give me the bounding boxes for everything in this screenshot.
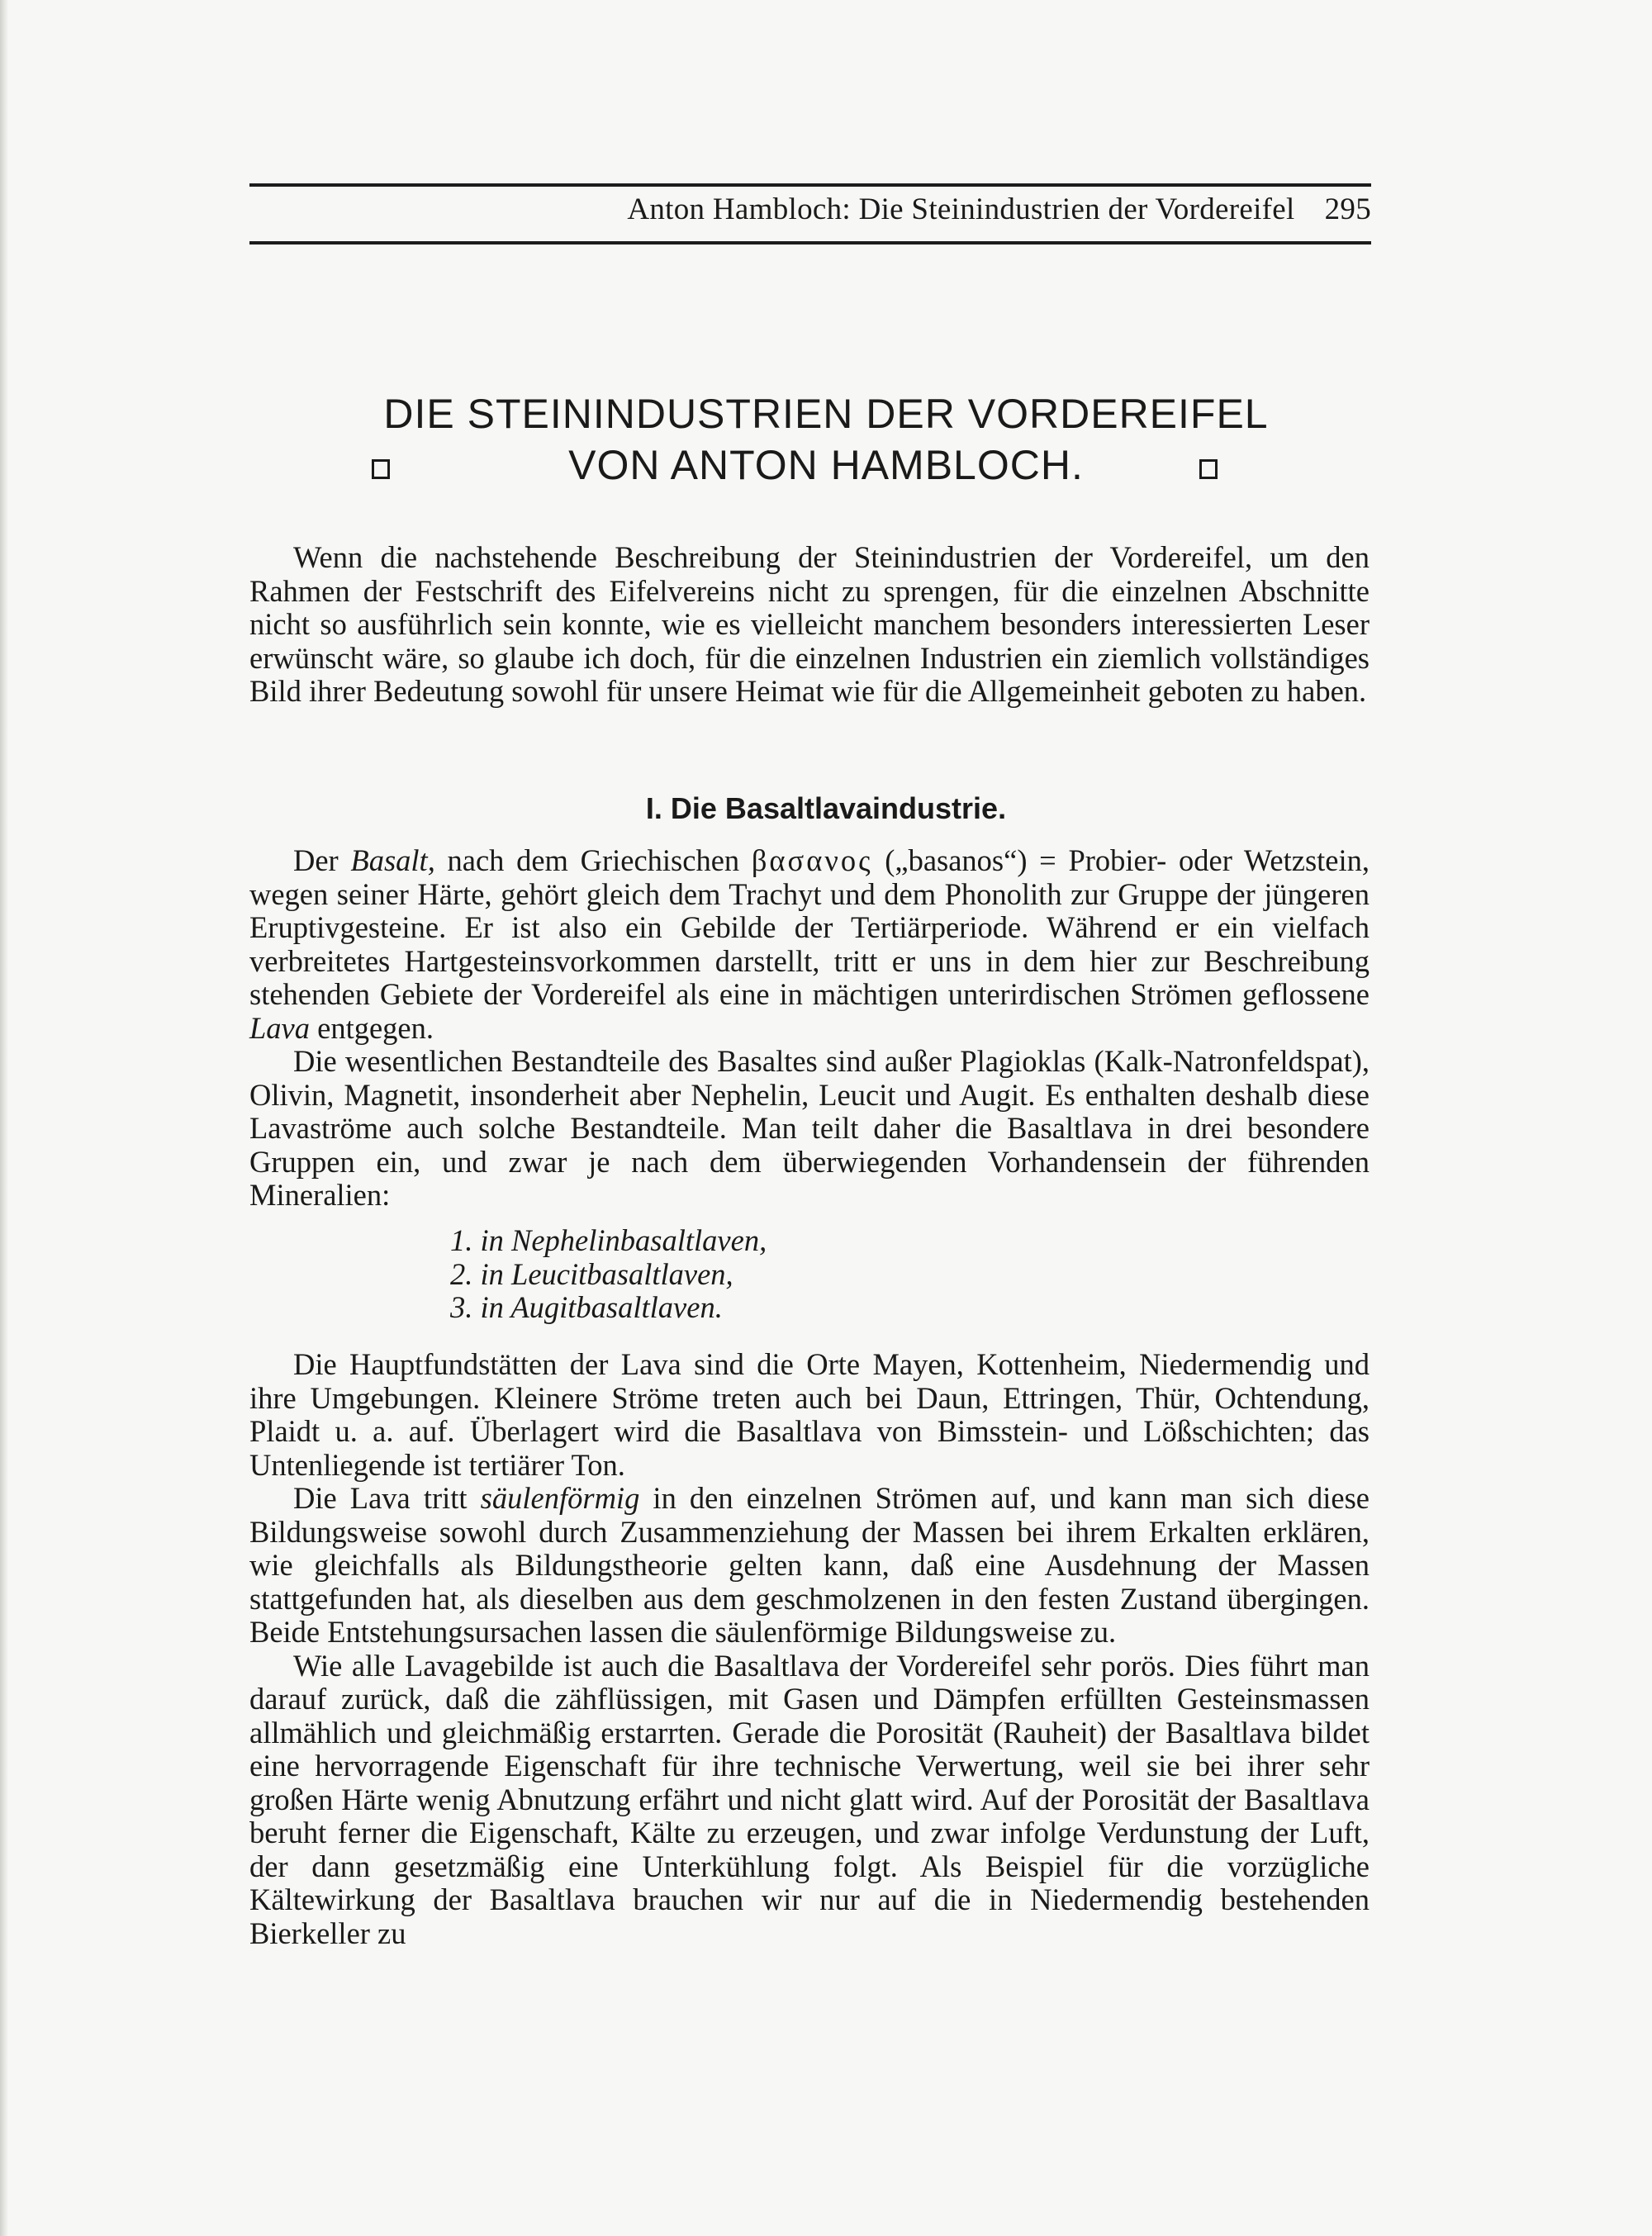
header-rule-bottom <box>249 241 1371 244</box>
running-head-text: Anton Hambloch: Die Steinindustrien der Vordereifel <box>627 192 1295 226</box>
page-edge <box>0 0 8 2236</box>
text-span: entgegen. <box>310 1010 434 1045</box>
square-ornament-icon <box>1199 459 1218 479</box>
article-title <box>248 388 1404 491</box>
paragraph-components: Die wesentlichen Bestandteile des Basaltes sind außer Plagioklas (Kalk-Natronfeldspat), Olivin, Magnetit, insonderheit aber Nephelin, Leucit und Augit. Es enthalten deshalb diese Lavaströme auch solche Bestandteile. Man teilt daher die Basaltlava in drei besondere Gruppen ein, und zwar je nach dem überwiegenden Vorhandensein der führenden Mineralien: <box>249 1044 1370 1212</box>
body-block-2 <box>249 1348 1370 1950</box>
text-span: in den einzelnen Strömen auf, und kann man sich diese Bildungsweise sowohl durch Zusammenziehung der Massen bei ihrem Erkalten erklären, wie gleichfalls als Bildungstheorie gelten kann, daß eine Ausdehnung der Massen stattgefunden hat, als dieselben aus dem geschmolzenen in den festen Zustand übergingen. Beide Entstehungsursachen lassen die säulenförmige Bildungsweise zu. <box>249 1481 1370 1649</box>
section-heading: I. Die Basaltlavaindustrie. <box>645 791 1007 825</box>
square-ornament-icon <box>372 459 390 479</box>
italic-term-basalt: Basalt, <box>350 843 435 877</box>
text-span: Die Lava tritt <box>293 1481 481 1515</box>
list-item: 1. in Nephelinbasaltlaven, <box>450 1223 767 1257</box>
basalt-group-list <box>450 1224 767 1325</box>
italic-term-lava: Lava <box>249 1010 310 1045</box>
list-item: 2. in Leucitbasaltlaven, <box>450 1256 733 1291</box>
title-line-1: DIE STEININDUSTRIEN DER VORDEREIFEL <box>383 391 1269 437</box>
paragraph-porosity: Wie alle Lavagebilde ist auch die Basaltlava der Vordereifel sehr porös. Dies führt man darauf zurück, daß die zähflüssigen, mit Gasen und Dämpfen erfüllten Gesteinsmassen allmählich und gleichmäßig erstarrten. Gerade die Porosität (Rauheit) der Basaltlava bildet eine hervorragende Eigenschaft für ihre technische Verwertung, weil sie bei ihrer sehr großen Härte wenig Abnutzung erfährt und nicht glatt wird. Auf der Porosität der Basaltlava beruht ferner die Eigenschaft, Kälte zu erzeugen, und zwar infolge Verdunstung der Luft, der dann gesetzmäßig eine Unterkühlung folgt. Als Beispiel für die vorzügliche Kältewirkung der Basaltlava brauchen wir nur auf die in Niedermendig bestehenden Bierkeller zu <box>249 1648 1370 1950</box>
paragraph-basalt-definition <box>249 844 1370 1045</box>
text-span: nach dem Griechischen <box>434 843 752 877</box>
italic-term-saeulenfoermig: säulenförmig <box>480 1481 640 1515</box>
header-rule-top <box>249 183 1371 187</box>
paragraph-columnar <box>249 1482 1370 1650</box>
greek-word: βασανος <box>751 843 873 877</box>
page-number: 295 <box>1324 192 1371 226</box>
text-span: („basanos“) = Probier- oder Wetzstein, wegen seiner Härte, gehört gleich dem Trachyt und dem Phonolith zur Gruppe der jüngeren Eruptivgesteine. Er ist also ein Gebilde der Tertiärperiode. Während er ein vielfach verbreitetes Hartgesteinsvorkommen darstellt, tritt er uns in dem hier zur Beschreibung stehenden Gebiete der Vordereifel als eine in mächtigen unterirdischen Strömen geflossene <box>249 843 1370 1011</box>
intro-paragraph-block <box>249 541 1370 709</box>
title-line-2-wrapper <box>248 439 1404 491</box>
intro-paragraph: Wenn die nachstehende Beschreibung der Steinindustrien der Vordereifel, um den Rahmen der Festschrift des Eifelvereins nicht zu sprengen, für die einzelnen Abschnitte nicht so ausführlich sein konnte, wie es vielleicht manchem besonders interessierten Leser erwünscht wäre, so glaube ich doch, für die einzelnen Industrien ein ziemlich vollständiges Bild ihrer Bedeutung sowohl für unsere Heimat wie für die Allgemeinheit geboten zu haben. <box>249 540 1370 708</box>
body-block-1 <box>249 844 1370 1213</box>
running-head <box>249 192 1371 227</box>
text-span: Der <box>293 843 351 877</box>
title-line-2: VON ANTON HAMBLOCH. <box>568 442 1084 488</box>
list-item: 3. in Augitbasaltlaven. <box>450 1290 723 1324</box>
paragraph-locations: Die Hauptfundstätten der Lava sind die Orte Mayen, Kottenheim, Niedermendig und ihre Umgebungen. Kleinere Ströme treten auch bei Daun, Ettringen, Thür, Ochtendung, Plaidt u. a. auf. Überlagert wird die Basaltlava von Bimsstein- und Lößschichten; das Untenliegende ist tertiärer Ton. <box>249 1347 1370 1482</box>
